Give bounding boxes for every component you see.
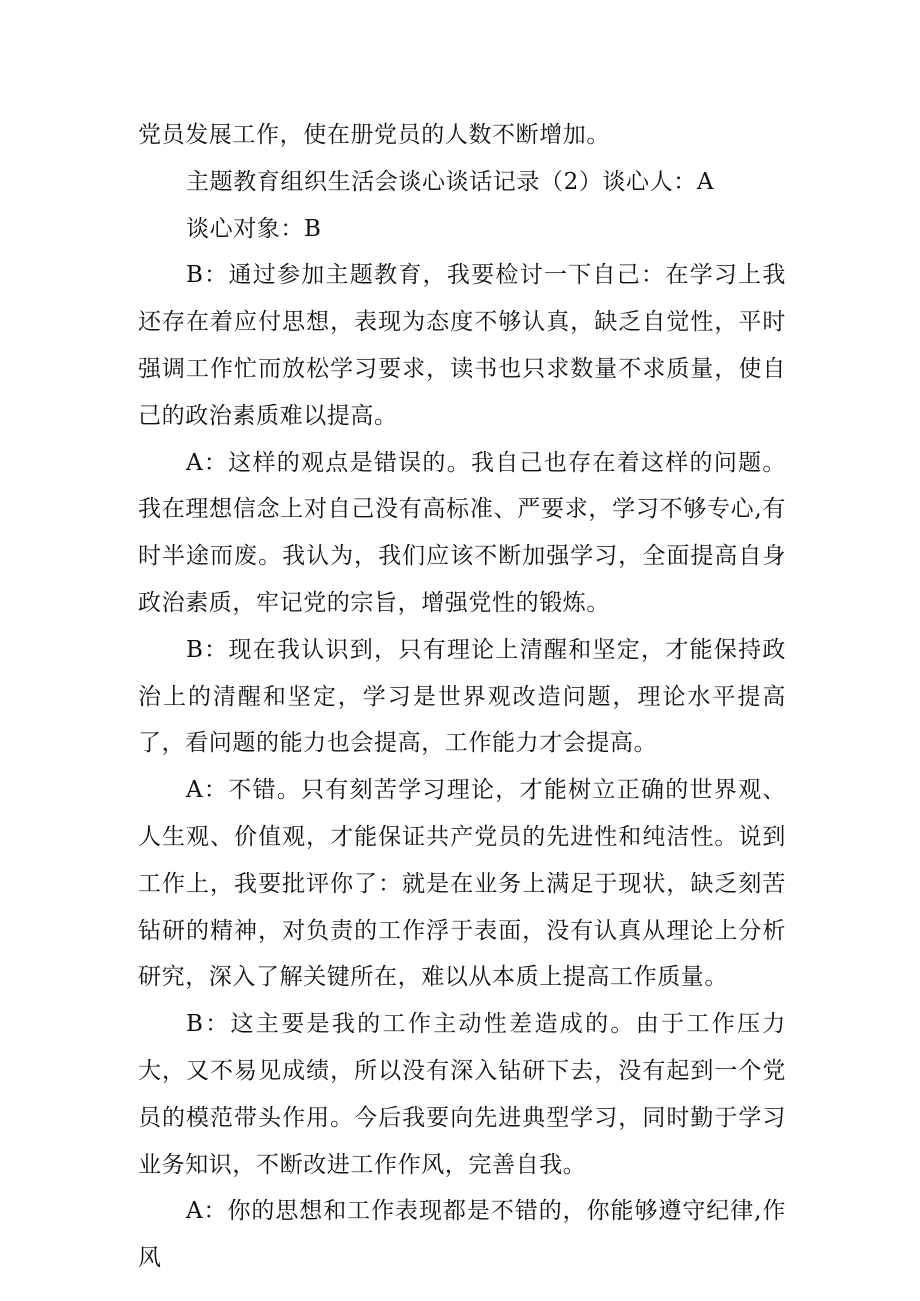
dialogue-paragraph-a-3: A：你的思想和工作表现都是不错的，你能够遵守纪律,作风 xyxy=(138,1198,786,1272)
talk-target-line: 谈心对象：B xyxy=(186,215,322,242)
paragraph-continuation: 党员发展工作，使在册党员的人数不断增加。 xyxy=(138,122,610,148)
dialogue-paragraph-b-2: B：现在我认识到，只有理论上清醒和坚定，才能保持政治上的清醒和坚定，学习是世界观改造问题，理论水平提高了，看问题的能力也会提高，工作能力才会提高。 xyxy=(138,636,786,757)
document-body xyxy=(138,112,786,1282)
dialogue-paragraph-a-2: A：不错。只有刻苦学习理论，才能树立正确的世界观、人生观、价值观，才能保证共产党员的先进性和纯洁性。说到工作上，我要批评你了：就是在业务上满足于现状，缺乏刻苦钻研的精神，对负责的工作浮于表面，没有认真从理论上分析研究，深入了解关键所在，难以从本质上提高工作质量。 xyxy=(138,777,786,991)
dialogue-paragraph-b-3: B：这主要是我的工作主动性差造成的。由于工作压力大，又不易见成绩，所以没有深入钻研下去，没有起到一个党员的模范带头作用。今后我要向先进典型学习，同时勤于学习业务知识，不断改进工作作风，完善自我。 xyxy=(138,1011,786,1178)
dialogue-paragraph-a-1: A：这样的观点是错误的。我自己也存在着这样的问题。我在理想信念上对自己没有高标准、严要求，学习不够专心,有时半途而废。我认为，我们应该不断加强学习，全面提高自身政治素质，牢记党的宗旨，增强党性的锻炼。 xyxy=(138,449,786,616)
record-title: 主题教育组织生活会谈心谈话记录（2）谈心人：A xyxy=(186,168,715,195)
dialogue-paragraph-b-1: B：通过参加主题教育，我要检讨一下自己：在学习上我还存在着应付思想，表现为态度不够认真，缺乏自觉性，平时强调工作忙而放松学习要求，读书也只求数量不求质量，使自己的政治素质难以提高。 xyxy=(138,262,786,429)
